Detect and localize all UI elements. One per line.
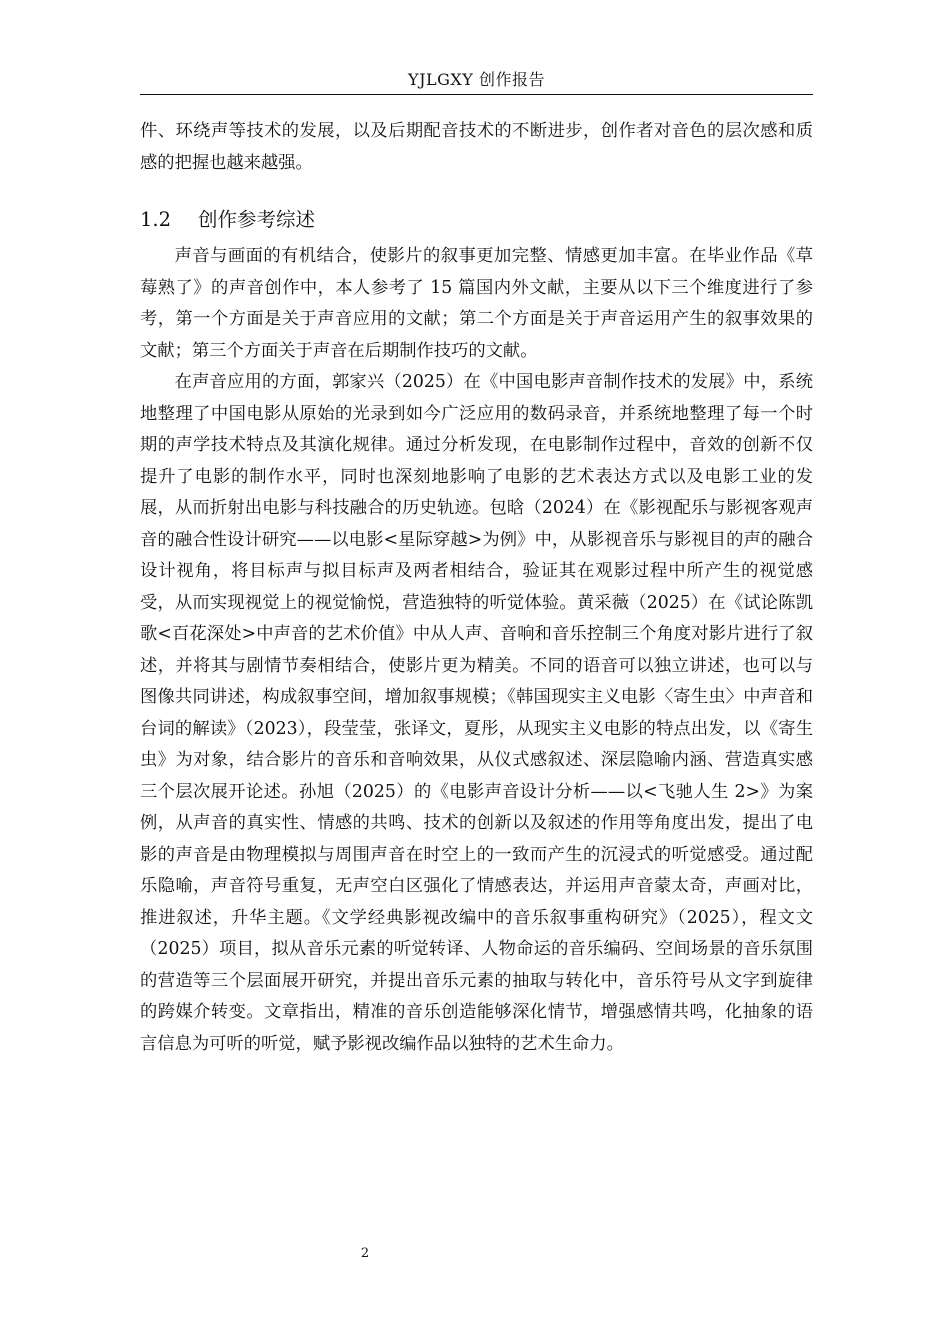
page-number: 2 <box>360 1246 370 1261</box>
section-title: 创作参考综述 <box>198 208 316 231</box>
page-content <box>140 116 813 1060</box>
body-paragraph-2: 在声音应用的方面，郭家兴（2025）在《中国电影声音制作技术的发展》中，系统地整理了中国电影从原始的光录到如今广泛应用的数码录音，并系统地整理了每一个时期的声学技术特点及其演化规律。通过分析发现，在电影制作过程中，音效的创新不仅提升了电影的制作水平，同时也深刻地影响了电影的艺术表达方式以及电影工业的发展，从而折射出电影与科技融合的历史轨迹。包晗（2024）在《影视配乐与影视客观声音的融合性设计研究——以电影<星际穿越>为例》中，从影视音乐与影视目的声的融合设计视角，将目标声与拟目标声及两者相结合，验证其在观影过程中所产生的视觉感受，从而实现视觉上的视觉愉悦，营造独特的听觉体验。黄采薇（2025）在《试论陈凯歌<百花深处>中声音的艺术价值》中从人声、音响和音乐控制三个角度对影片进行了叙述，并将其与剧情节奏相结合，使影片更为精美。不同的语音可以独立讲述，也可以与图像共同讲述，构成叙事空间，增加叙事规模；《韩国现实主义电影〈寄生虫〉中声音和台词的解读》（2023），段莹莹，张译文，夏彤，从现实主义电影的特点出发，以《寄生虫》为对象，结合影片的音乐和音响效果，从仪式感叙述、深层隐喻内涵、营造真实感三个层次展开论述。孙旭（2025）的《电影声音设计分析——以<飞驰人生 2>》为案例，从声音的真实性、情感的共鸣、技术的创新以及叙述的作用等角度出发，提出了电影的声音是由物理模拟与周围声音在时空上的一致而产生的沉浸式的听觉感受。通过配乐隐喻，声音符号重复，无声空白区强化了情感表达，并运用声音蒙太奇，声画对比，推进叙述，升华主题。《文学经典影视改编中的音乐叙事重构研究》（2025），程文文（2025）项目，拟从音乐元素的听觉转译、人物命运的音乐编码、空间场景的音乐氛围的营造等三个层面展开研究，并提出音乐元素的抽取与转化中，音乐符号从文字到旋律的跨媒介转变。文章指出，精准的音乐创造能够深化情节，增强感情共鸣，化抽象的语言信息为可听的听觉，赋予影视改编作品以独特的艺术生命力。 <box>140 372 813 1054</box>
section-number: 1.2 <box>140 208 172 231</box>
section-heading <box>140 205 813 235</box>
body-paragraph-1: 声音与画面的有机结合，使影片的叙事更加完整、情感更加丰富。在毕业作品《草莓熟了》的声音创作中，本人参考了 15 篇国内外文献，主要从以下三个维度进行了参考，第一个方面是关于声音应用的文献；第二个方面是关于声音运用产生的叙事效果的文献；第三个方面关于声音在后期制作技巧的文献。 <box>140 246 813 361</box>
header-rule <box>140 94 813 95</box>
intro-paragraph: 件、环绕声等技术的发展，以及后期配音技术的不断进步，创作者对音色的层次感和质感的把握也越来越强。 <box>140 121 813 173</box>
page-header: YJLGXY 创作报告 <box>408 70 545 89</box>
